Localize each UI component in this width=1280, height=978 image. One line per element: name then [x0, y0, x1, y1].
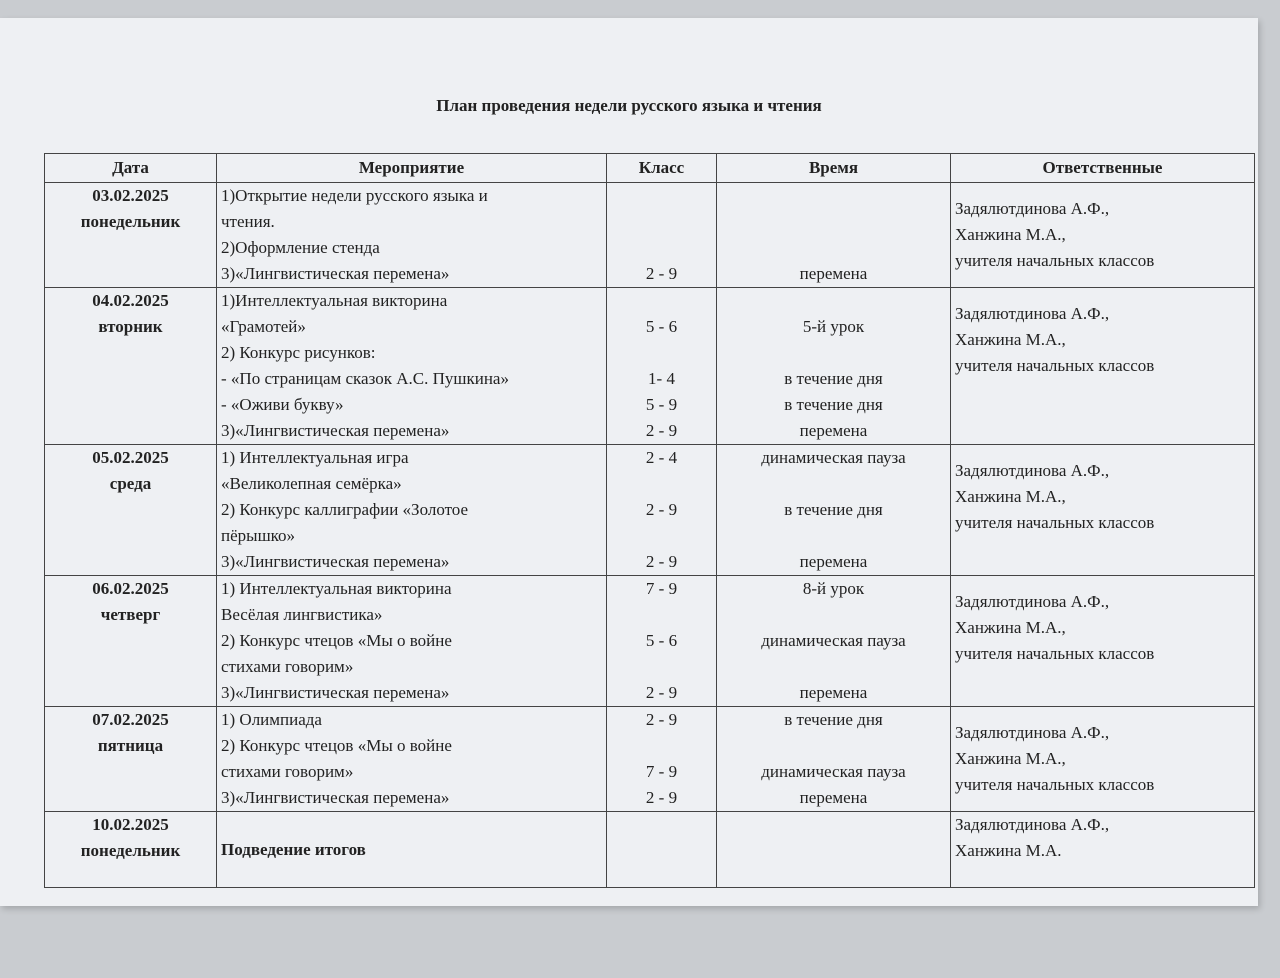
responsible-cell [951, 183, 1255, 288]
event-line: «Великолепная семёрка» [221, 474, 402, 493]
class-cell [607, 707, 717, 812]
event-line: 3)«Лингвистическая перемена» [221, 421, 450, 440]
event-line: 3)«Лингвистическая перемена» [221, 683, 450, 702]
time-line [721, 340, 946, 366]
spacer [955, 576, 1250, 589]
date-text: 04.02.2025 [92, 291, 169, 310]
time-cell [717, 183, 951, 288]
weekday-text: пятница [97, 736, 164, 755]
time-line [721, 471, 946, 497]
event-line: 3)«Лингвистическая перемена» [221, 264, 450, 283]
event-line: 1) Интеллектуальная викторина [221, 579, 452, 598]
class-line [611, 209, 712, 235]
responsible-line: учителя начальных классов [955, 251, 1155, 270]
time-line: в течение дня [784, 500, 883, 519]
time-line [721, 812, 946, 838]
responsible-cell [951, 445, 1255, 576]
responsible-cell [951, 288, 1255, 445]
time-line: в течение дня [784, 710, 883, 729]
table-row [45, 812, 1255, 888]
event-line: Подведение итогов [221, 839, 366, 859]
event-cell [217, 288, 607, 445]
weekday-text: среда [109, 474, 152, 493]
responsible-cell [951, 707, 1255, 812]
header-responsible: Ответственные [951, 154, 1255, 183]
event-line: 3)«Лингвистическая перемена» [221, 552, 450, 571]
class-line [611, 471, 712, 497]
class-line: 2 - 9 [645, 264, 678, 283]
class-line: 2 - 9 [645, 683, 678, 702]
event-line: Весёлая лингвистика» [221, 605, 383, 624]
event-line: 2) Конкурс чтецов «Мы о войне [221, 631, 452, 650]
table-row [45, 707, 1255, 812]
table-row [45, 183, 1255, 288]
event-line: 2)Оформление стенда [221, 238, 380, 257]
event-cell [217, 812, 607, 888]
date-cell [45, 288, 217, 445]
schedule-table [44, 153, 1255, 888]
class-line: 5 - 6 [645, 317, 678, 336]
event-line: 1) Олимпиада [221, 710, 322, 729]
event-cell [217, 445, 607, 576]
event-line: 2) Конкурс рисунков: [221, 343, 376, 362]
weekday-text: вторник [98, 317, 163, 336]
time-line [721, 288, 946, 314]
date-cell [45, 812, 217, 888]
spacer [955, 183, 1250, 196]
header-class: Класс [607, 154, 717, 183]
table-row [45, 288, 1255, 445]
class-line [611, 523, 712, 549]
time-line: 5-й урок [802, 317, 865, 336]
time-line [721, 733, 946, 759]
class-line: 5 - 9 [645, 395, 678, 414]
class-line [611, 183, 712, 209]
date-text: 05.02.2025 [92, 448, 169, 467]
event-line: - «Оживи букву» [221, 395, 344, 414]
header-date: Дата [45, 154, 217, 183]
time-line: перемена [799, 552, 868, 571]
event-line: 1)Интеллектуальная викторина [221, 291, 448, 310]
time-line [721, 602, 946, 628]
responsible-line: Задялютдинова А.Ф., [955, 304, 1110, 323]
responsible-cell [951, 812, 1255, 888]
class-line: 1- 4 [648, 369, 675, 388]
time-cell [717, 812, 951, 888]
responsible-line: Задялютдинова А.Ф., [955, 461, 1110, 480]
responsible-line: учителя начальных классов [955, 356, 1155, 375]
weekday-text: понедельник [80, 212, 181, 231]
class-line: 2 - 9 [645, 788, 678, 807]
time-cell [717, 707, 951, 812]
class-cell [607, 576, 717, 707]
event-line: «Грамотей» [221, 317, 306, 336]
time-line: в течение дня [784, 369, 883, 388]
header-time: Время [717, 154, 951, 183]
event-line: 3)«Лингвистическая перемена» [221, 788, 450, 807]
time-line: перемена [799, 788, 868, 807]
class-line: 2 - 9 [645, 500, 678, 519]
date-cell [45, 576, 217, 707]
class-line [611, 235, 712, 261]
date-text: 03.02.2025 [92, 186, 169, 205]
responsible-line: Ханжина М.А., [955, 225, 1066, 244]
responsible-line: Ханжина М.А., [955, 330, 1066, 349]
event-cell [217, 576, 607, 707]
class-line [611, 654, 712, 680]
class-line: 2 - 9 [645, 710, 678, 729]
date-cell [45, 183, 217, 288]
table-row [45, 576, 1255, 707]
time-cell [717, 288, 951, 445]
responsible-line: учителя начальных классов [955, 775, 1155, 794]
date-text: 10.02.2025 [92, 815, 169, 834]
time-line: динамическая пауза [761, 448, 906, 467]
time-line [721, 235, 946, 261]
time-cell [717, 576, 951, 707]
event-line: 1)Открытие недели русского языка и [221, 186, 488, 205]
class-line [611, 733, 712, 759]
time-line [721, 523, 946, 549]
time-line [721, 209, 946, 235]
time-line [721, 654, 946, 680]
event-line: 2) Конкурс каллиграфии «Золотое [221, 500, 469, 519]
event-line: чтения. [221, 212, 275, 231]
event-line: 1) Интеллектуальная игра [221, 448, 409, 467]
date-cell [45, 707, 217, 812]
responsible-line: учителя начальных классов [955, 513, 1155, 532]
responsible-line: Задялютдинова А.Ф., [955, 723, 1110, 742]
class-line: 7 - 9 [645, 762, 678, 781]
time-line: динамическая пауза [761, 762, 906, 781]
event-line: 2) Конкурс чтецов «Мы о войне [221, 736, 452, 755]
time-line: перемена [799, 264, 868, 283]
responsible-line: учителя начальных классов [955, 644, 1155, 663]
table-header-row [45, 154, 1255, 183]
class-cell [607, 812, 717, 888]
date-text: 07.02.2025 [92, 710, 169, 729]
responsible-line: Ханжина М.А., [955, 487, 1066, 506]
event-cell [217, 183, 607, 288]
class-line [611, 602, 712, 628]
date-cell [45, 445, 217, 576]
time-line: перемена [799, 421, 868, 440]
event-line: - «По страницам сказок А.С. Пушкина» [221, 369, 509, 388]
weekday-text: четверг [100, 605, 161, 624]
document-sheet [0, 18, 1258, 906]
time-line [721, 183, 946, 209]
class-cell [607, 288, 717, 445]
responsible-line: Задялютдинова А.Ф., [955, 815, 1110, 834]
class-line [611, 288, 712, 314]
time-line: в течение дня [784, 395, 883, 414]
event-line: пёрышко» [221, 526, 296, 545]
spacer [955, 445, 1250, 458]
class-line: 7 - 9 [645, 579, 678, 598]
time-line: 8-й урок [802, 579, 865, 598]
event-line: стихами говорим» [221, 657, 354, 676]
class-cell [607, 183, 717, 288]
time-line: динамическая пауза [761, 631, 906, 650]
event-cell [217, 707, 607, 812]
spacer [955, 288, 1250, 301]
responsible-line: Ханжина М.А. [955, 841, 1062, 860]
document-title: План проведения недели русского языка и чтения [436, 96, 822, 115]
class-cell [607, 445, 717, 576]
class-line: 2 - 9 [645, 552, 678, 571]
header-event: Мероприятие [217, 154, 607, 183]
time-line: перемена [799, 683, 868, 702]
responsible-line: Ханжина М.А., [955, 618, 1066, 637]
class-line [611, 340, 712, 366]
class-line: 2 - 4 [645, 448, 678, 467]
class-line: 5 - 6 [645, 631, 678, 650]
table-row [45, 445, 1255, 576]
class-line: 2 - 9 [645, 421, 678, 440]
event-line: стихами говорим» [221, 762, 354, 781]
responsible-line: Задялютдинова А.Ф., [955, 592, 1110, 611]
time-cell [717, 445, 951, 576]
class-line [611, 812, 712, 838]
weekday-text: понедельник [80, 841, 181, 860]
responsible-cell [951, 576, 1255, 707]
date-text: 06.02.2025 [92, 579, 169, 598]
responsible-line: Ханжина М.А., [955, 749, 1066, 768]
spacer [955, 707, 1250, 720]
responsible-line: Задялютдинова А.Ф., [955, 199, 1110, 218]
